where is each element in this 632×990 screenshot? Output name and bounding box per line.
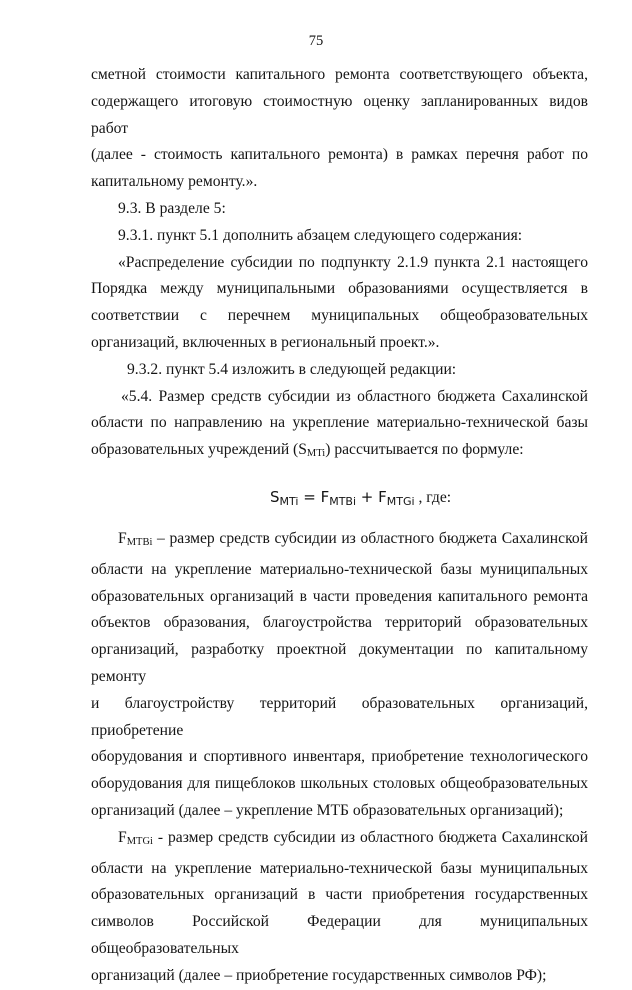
text-line: организаций, разработку проектной документации по капитальному ремонту <box>91 641 588 685</box>
text-line: оборудования для пищеблоков школьных столовых общеобразовательных <box>91 775 588 793</box>
text-line: образовательных организаций в части приобретения государственных <box>91 886 588 904</box>
formula-lhs-subscript: MTi <box>279 494 299 508</box>
text-line: области на укрепление материально-технической базы муниципальных <box>91 859 588 877</box>
text-line: оборудования и спортивного инвентаря, приобретение технологического <box>91 748 588 766</box>
formula-equals: = <box>298 487 321 506</box>
text-line: организаций (далее – укрепление МТБ образовательных организаций); <box>91 801 564 819</box>
intro-paragraph <box>91 62 588 196</box>
text-fragment: - размер средств субсидии из областного бюджета Сахалинской <box>152 828 588 846</box>
text-line <box>91 825 588 856</box>
fmtbi-definition <box>91 526 588 825</box>
formula-term-2-subscript: MTGi <box>386 494 415 508</box>
fmtgi-symbol <box>118 829 153 846</box>
subscript: MTi <box>306 448 326 460</box>
text-line: «5.4. Размер средств субсидии из областного бюджета Сахалинской <box>121 387 588 405</box>
text-line: (далее - стоимость капитального ремонта) в рамках перечня работ по <box>91 146 588 164</box>
formula-plus: + <box>356 487 379 506</box>
quote-clause-5-4 <box>91 384 588 468</box>
text-line: символов Российской Федерации для муниципальных общеобразовательных <box>91 913 588 957</box>
text-line: и благоустройству территорий образовательных организаций, приобретение <box>91 694 588 739</box>
text-line: «Распределение субсидии по подпункту 2.1.9 пункта 2.1 настоящего <box>118 253 588 271</box>
formula-lhs: S <box>270 487 280 506</box>
subscript: MTGi <box>126 835 153 847</box>
fmtbi-symbol <box>118 530 152 547</box>
text-line: сметной стоимости капитального ремонта соответствующего объекта, <box>91 66 588 83</box>
formula-term-1-subscript: MTBi <box>329 494 357 508</box>
text-fragment: образовательных учреждений (S <box>91 441 307 459</box>
text-line: организаций (далее – приобретение государственных символов РФ); <box>91 966 547 984</box>
text-line <box>91 437 588 468</box>
text-line: объектов образования, благоустройства территорий образовательных <box>91 614 588 632</box>
text-line: организаций, включенных в региональный проект.». <box>91 333 440 351</box>
quote-clause-5-1 <box>91 250 588 357</box>
text-line: области по направлению на укрепление материально-технической базы <box>91 414 588 432</box>
subscript: MTBi <box>126 536 153 548</box>
document-body <box>91 62 588 990</box>
text-line: Порядка между муниципальными образованиями осуществляется в <box>91 280 588 298</box>
item-9-3-2: 9.3.2. пункт 5.4 изложить в следующей редакции: <box>127 360 457 378</box>
item-9-3-1: 9.3.1. пункт 5.1 дополнить абзацем следующего содержания: <box>118 226 523 244</box>
text-fragment: ) рассчитывается по формуле: <box>325 441 524 459</box>
text-fragment: – размер средств субсидии из областного бюджета Сахалинской <box>152 529 588 547</box>
text-line: капитальному ремонту.». <box>91 173 258 191</box>
text-line: соответствии с перечнем муниципальных общеобразовательных <box>91 307 588 325</box>
text-line: области на укрепление материально-технической базы муниципальных <box>91 560 588 578</box>
fmtgi-definition <box>91 825 588 990</box>
formula-tail: , где: <box>414 488 452 506</box>
text-line: образовательных организаций в части проведения капитального ремонта <box>91 587 588 605</box>
page-number: 75 <box>308 33 324 49</box>
smti-symbol <box>307 441 325 458</box>
formula <box>91 468 588 526</box>
section-heading-9-3: 9.3. В разделе 5: <box>118 199 226 217</box>
formula-term-2: F <box>378 487 387 506</box>
text-line <box>91 526 588 557</box>
variable-letter: F <box>118 828 127 846</box>
formula-term-1: F <box>320 487 330 506</box>
variable-letter: F <box>118 529 127 547</box>
text-line: содержащего итоговую стоимостную оценку запланированных видов работ <box>91 92 588 137</box>
